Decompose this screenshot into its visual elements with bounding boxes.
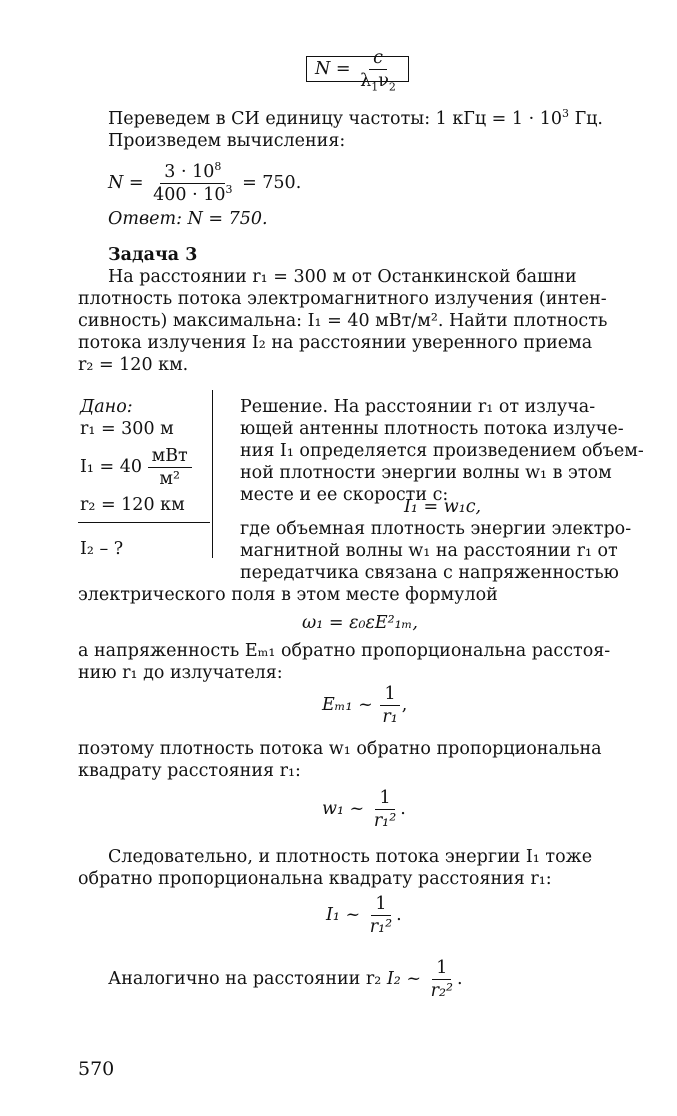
- given-r1: r₁ = 300 м: [80, 419, 174, 439]
- boxed-formula: [306, 48, 409, 94]
- calc-num: 3 · 10: [164, 162, 215, 182]
- eq4-fraction: [370, 788, 400, 831]
- eq4-den: r₁²: [373, 811, 397, 831]
- text5-tail: .: [456, 969, 463, 989]
- text3-line-1: поэтому плотность потока w₁ обратно пропорциональна: [78, 739, 602, 759]
- calculation: [108, 162, 301, 205]
- given-find: I₂ – ?: [80, 539, 124, 559]
- given-i1: [80, 446, 192, 489]
- answer: Ответ: N = 750.: [108, 209, 268, 229]
- calc-lhs: N =: [108, 173, 144, 193]
- compute-line: Произведем вычисления:: [108, 131, 346, 151]
- calc-den: 400 · 10: [153, 185, 226, 205]
- after-eq1-line-2: магнитной волны w₁ на расстоянии r₁ от: [240, 541, 618, 561]
- eq4-tail: .: [400, 799, 406, 819]
- calc-fraction: [149, 162, 236, 205]
- eq5-den: r₁²: [369, 917, 393, 937]
- solution-line-1: Решение. На расстоянии r₁ от излуча-: [240, 397, 596, 417]
- convert-text: Переведем в СИ единицу частоты: 1 кГц = 1 · 10: [108, 109, 563, 129]
- eq4-num: 1: [375, 788, 394, 810]
- equation-1: I₁ = w₁c,: [404, 497, 482, 517]
- formula-lhs: N =: [315, 59, 351, 79]
- convert-exp: 3: [562, 107, 570, 121]
- text2-line-1: а напряженность Eₘ₁ обратно пропорциональна расстоя-: [78, 641, 611, 661]
- task-line-5: r₂ = 120 км.: [78, 355, 189, 375]
- solution-line-3: ния I₁ определяется произведением объем-: [240, 441, 644, 461]
- given-i1-fraction: [148, 446, 192, 489]
- task-line-4: потока излучения I₂ на расстоянии уверенного приема: [78, 333, 593, 353]
- equation-4: [322, 788, 406, 831]
- formula-num: c: [369, 48, 387, 70]
- formula-den-b-sub: 2: [388, 80, 396, 94]
- eq3-lhs: Eₘ₁ ~: [322, 695, 373, 715]
- text5-prefix: Аналогично на расстоянии r₂: [108, 969, 382, 989]
- after-eq1-line-1: где объемная плотность энергии электро-: [240, 519, 632, 539]
- given-i1-den: м²: [159, 469, 180, 489]
- full-line-1: электрического поля в этом месте формулой: [78, 585, 498, 605]
- eq3-den: r₁: [382, 707, 398, 727]
- text5-num: 1: [432, 958, 451, 980]
- calc-den-exp: 3: [225, 183, 233, 197]
- equation-2: ω₁ = ε₀εE²₁ₘ,: [302, 613, 418, 633]
- eq5-num: 1: [371, 894, 390, 916]
- given-i1-lhs: I₁ = 40: [80, 457, 142, 477]
- after-eq1-line-3: передатчика связана с напряженностью: [240, 563, 619, 583]
- text4-line-2: обратно пропорциональна квадрату расстояния r₁:: [78, 869, 552, 889]
- formula-den-a: λ: [360, 71, 372, 91]
- eq3-fraction: [378, 684, 401, 727]
- text5-lhs: I₂ ~: [386, 969, 421, 989]
- given-i1-num: мВт: [148, 446, 192, 468]
- formula-den-a-sub: 1: [371, 80, 379, 94]
- given-r2: r₂ = 120 км: [80, 495, 185, 515]
- eq5-tail: .: [396, 905, 402, 925]
- convert-line: [108, 108, 603, 130]
- task-line-1: На расстоянии r₁ = 300 м от Останкинской башни: [108, 267, 577, 287]
- formula-den-b: ν: [378, 71, 389, 91]
- equation-5: [326, 894, 402, 937]
- eq5-lhs: I₁ ~: [326, 905, 361, 925]
- eq5-fraction: [366, 894, 396, 937]
- text3-line-2: квадрату расстояния r₁:: [78, 761, 301, 781]
- solution-line-4: ной плотности энергии волны w₁ в этом: [240, 463, 612, 483]
- calc-num-exp: 8: [214, 160, 222, 174]
- solution-line-5: месте и ее скорости c:: [240, 485, 449, 505]
- task-line-3: сивность) максимальна: I₁ = 40 мВт/м². Найти плотность: [78, 311, 608, 331]
- convert-unit: Гц.: [569, 109, 603, 129]
- text5-line: [108, 958, 463, 1001]
- given-vertical-rule: [212, 390, 213, 558]
- equation-3: [322, 684, 407, 727]
- text4-line-1: Следовательно, и плотность потока энергии I₁ тоже: [108, 847, 593, 867]
- task-title: Задача 3: [108, 245, 198, 265]
- given-divider: [78, 522, 210, 523]
- eq3-num: 1: [380, 684, 399, 706]
- eq3-tail: ,: [401, 695, 408, 715]
- text5-den: r₂²: [430, 981, 453, 1001]
- task-line-2: плотность потока электромагнитного излучения (интен-: [78, 289, 607, 309]
- eq4-lhs: w₁ ~: [322, 799, 365, 819]
- text2-line-2: нию r₁ до излучателя:: [78, 663, 283, 683]
- page-number: 570: [78, 1058, 115, 1080]
- calc-rhs: = 750.: [242, 173, 302, 193]
- given-title: Дано:: [80, 397, 133, 417]
- solution-line-2: ющей антенны плотность потока излуче-: [240, 419, 624, 439]
- formula-fraction: [356, 48, 400, 94]
- text5-fraction: [427, 958, 457, 1001]
